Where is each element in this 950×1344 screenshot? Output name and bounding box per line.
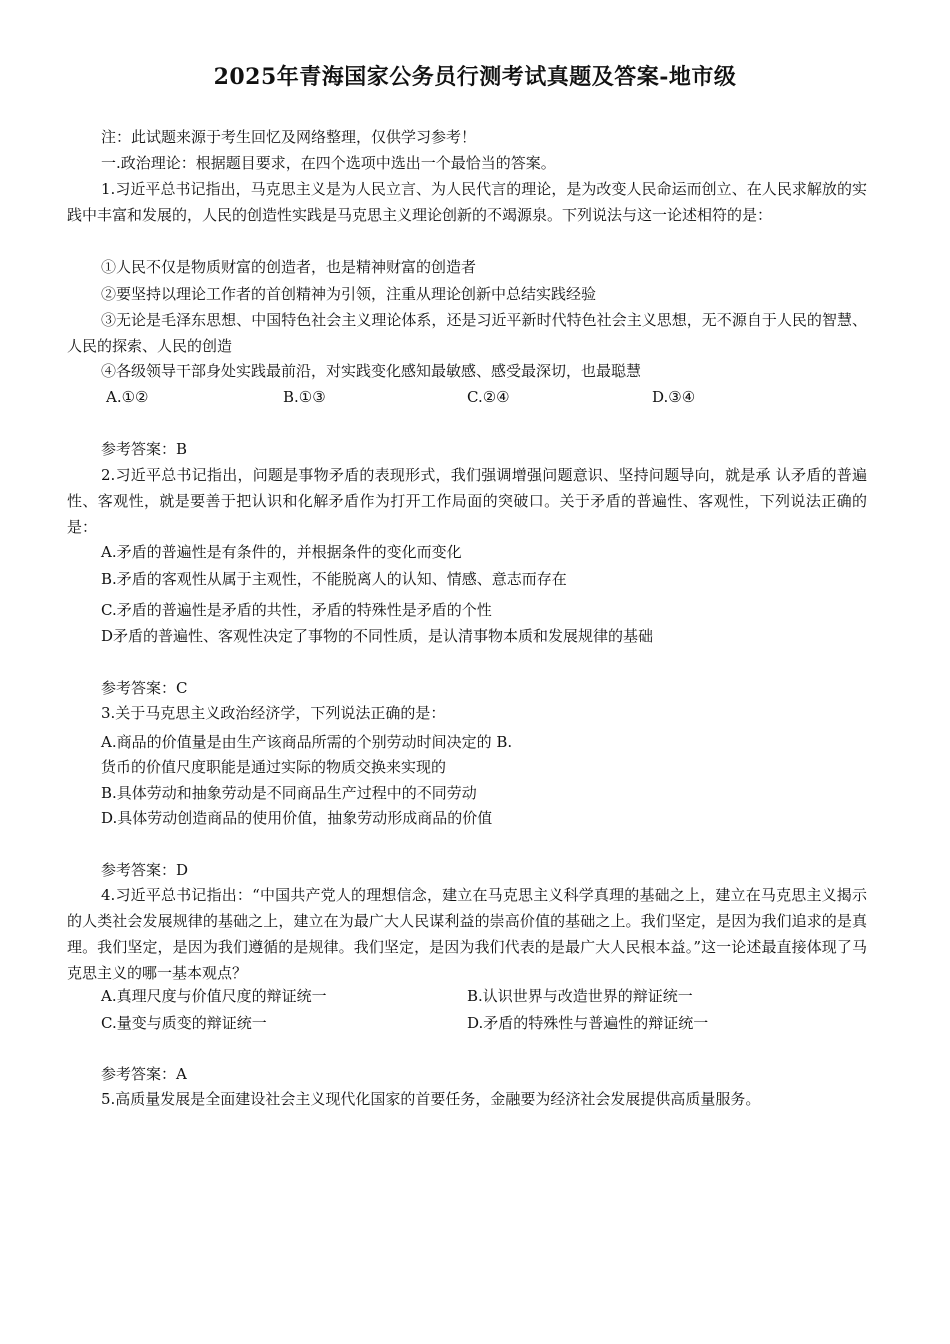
question-1-item-4: ④各级领导干部身处实践最前沿，对实践变化感知最敏感、感受最深切，也最聪慧: [101, 362, 642, 380]
question-3-option-a: A.商品的价值量是由生产该商品所需的个别劳动时间决定的 B.: [101, 733, 513, 751]
question-1-option-a: A.①②: [106, 388, 149, 406]
question-1-item-2: ②要坚持以理论工作者的首创精神为引领，注重从理论创新中总结实践经验: [101, 285, 597, 303]
document-title: 2025年青海国家公务员行测考试真题及答案-地市级: [213, 64, 737, 90]
question-1-option-b: B.①③: [283, 388, 326, 406]
question-1-option-c: C.②④: [467, 388, 510, 406]
question-2-option-a: A.矛盾的普遍性是有条件的，并根据条件的变化而变化: [101, 543, 462, 561]
question-2-option-c: C.矛盾的普遍性是矛盾的共性，矛盾的特殊性是矛盾的个性: [101, 601, 492, 619]
question-1-stem: 1.习近平总书记指出，马克思主义是为人民立言、为人民代言的理论，是为改变人民命运而创立、在人民求解放的实践中丰富和发展的，人民的创造性实践是马克思主义理论创新的不竭源泉。下列说法与这一论述相符的是：: [67, 180, 867, 224]
question-1-option-d: D.③④: [652, 388, 696, 406]
source-note: 注：此试题来源于考生回忆及网络整理，仅供学习参考！: [101, 128, 477, 146]
question-4-option-a: A.真理尺度与价值尺度的辩证统一: [101, 987, 327, 1005]
question-3-option-d: D.具体劳动创造商品的使用价值，抽象劳动形成商品的价值: [101, 809, 493, 827]
question-3-option-c: B.具体劳动和抽象劳动是不同商品生产过程中的不同劳动: [101, 784, 477, 802]
question-2-option-d: D矛盾的普遍性、客观性决定了事物的不同性质，是认清事物本质和发展规律的基础: [101, 627, 654, 645]
question-3-stem: 3.关于马克思主义政治经济学，下列说法正确的是：: [101, 704, 446, 722]
section-heading: 一.政治理论：根据题目要求，在四个选项中选出一个最恰当的答案。: [101, 154, 556, 172]
question-2-option-b: B.矛盾的客观性从属于主观性，不能脱离人的认知、情感、意志而存在: [101, 570, 567, 588]
question-1-item-1: ①人民不仅是物质财富的创造者，也是精神财富的创造者: [101, 258, 477, 276]
question-1-answer: 参考答案：B: [101, 440, 188, 458]
question-1-item-3: ③无论是毛泽东思想、中国特色社会主义理论体系，还是习近平新时代特色社会主义思想，无不源自于人民的智慧、人民的探索、人民的创造: [67, 311, 867, 355]
question-4-option-b: B.认识世界与改造世界的辩证统一: [467, 987, 693, 1005]
question-2-answer: 参考答案：C: [101, 679, 188, 697]
question-4-answer: 参考答案：A: [101, 1065, 187, 1083]
question-2-stem: 2.习近平总书记指出，问题是事物矛盾的表现形式，我们强调增强问题意识、坚持问题导向，就是承 认矛盾的普遍性、客观性，就是要善于把认识和化解矛盾作为打开工作局面的突破口。关于矛盾的普遍性、客观性，下列说法正确的是：: [67, 466, 867, 536]
question-3-option-b-continued: 货币的价值尺度职能是通过实际的物质交换来实现的: [101, 758, 447, 776]
question-4-stem: 4.习近平总书记指出：“中国共产党人的理想信念，建立在马克思主义科学真理的基础之上，建立在马克思主义揭示的人类社会发展规律的基础之上，建立在为最广大人民谋利益的崇高价值的基础之上。我们坚定，是因为我们追求的是真理。我们坚定，是因为我们遵循的是规律。我们坚定，是因为我们代表的是最广大人民根本益。”这一论述最直接体现了马克思主义的哪一基本观点？: [67, 886, 867, 982]
question-4-option-d: D.矛盾的特殊性与普遍性的辩证统一: [467, 1014, 709, 1032]
question-5-stem: 5.高质量发展是全面建设社会主义现代化国家的首要任务，金融要为经济社会发展提供高质量服务。: [101, 1090, 761, 1108]
question-4-option-c: C.量变与质变的辩证统一: [101, 1014, 267, 1032]
question-3-answer: 参考答案：D: [101, 861, 189, 879]
